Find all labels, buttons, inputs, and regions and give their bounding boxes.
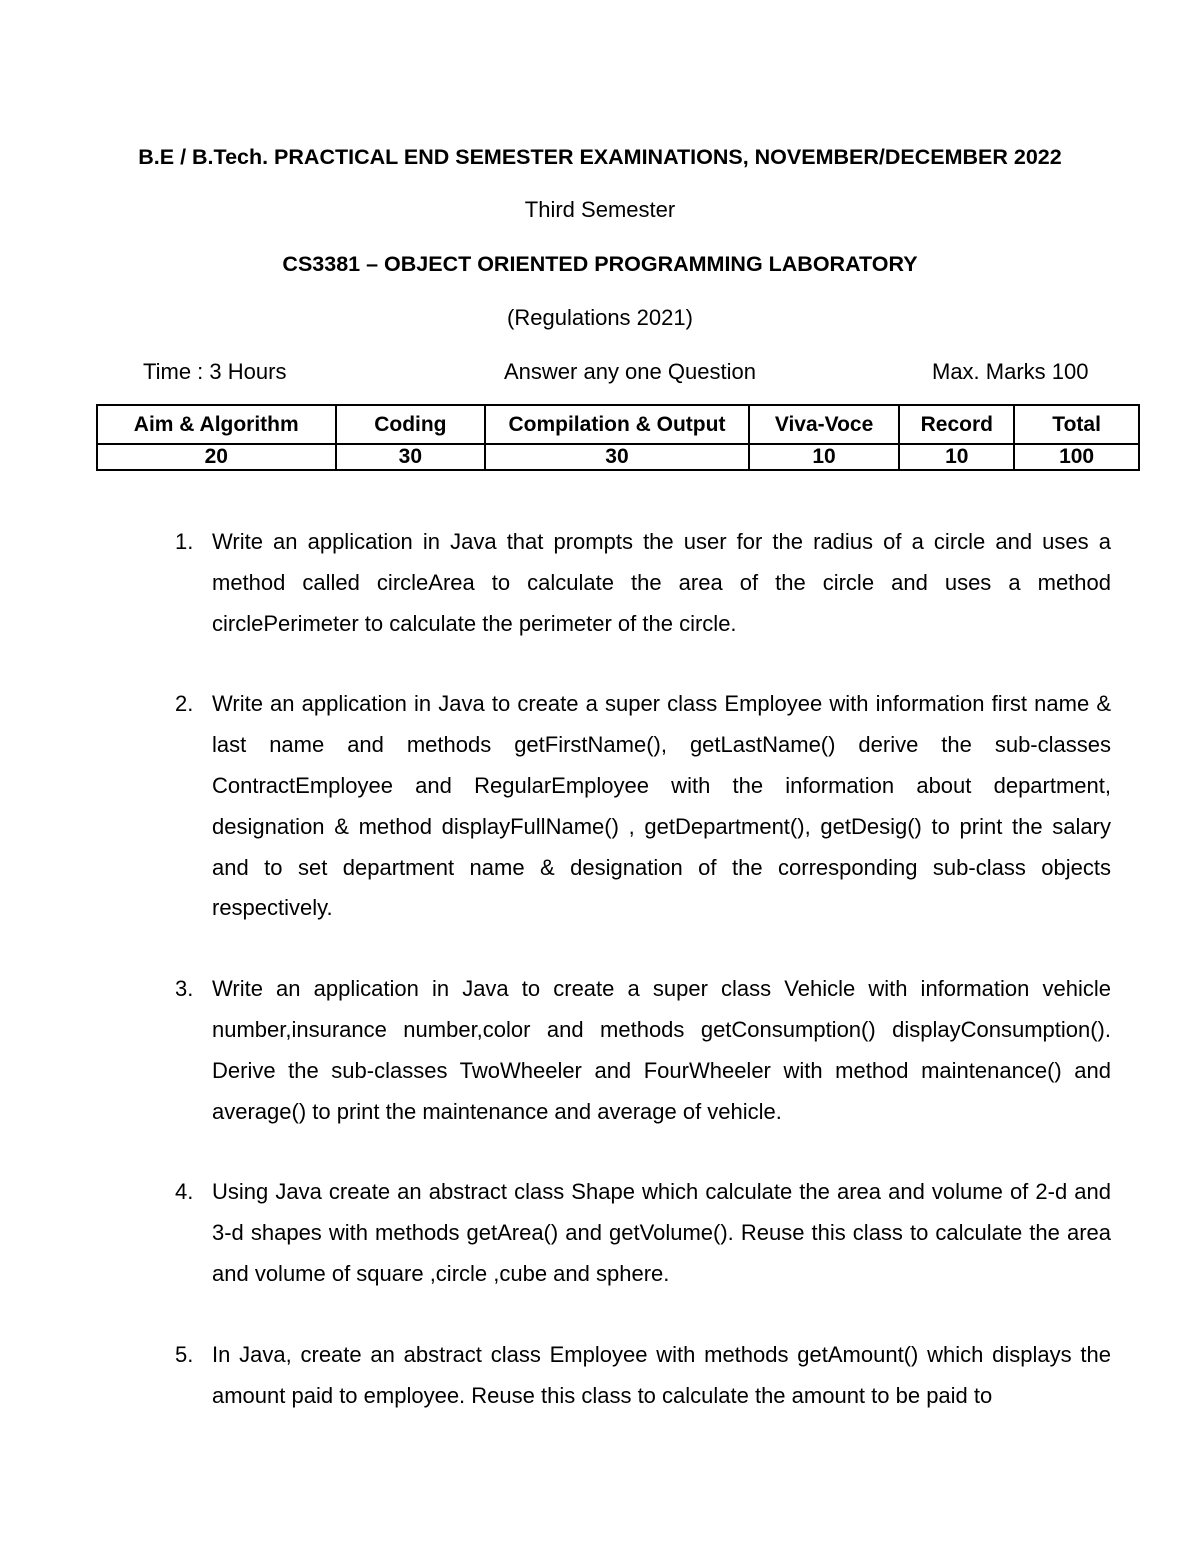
marks-table [96, 404, 1140, 471]
time-label: Time : 3 Hours [143, 359, 287, 384]
question-text: Using Java create an abstract class Shape which calculate the area and volume of 2-d and 3-d shapes with methods getArea() and getVolume(). Reuse this class to calculate the area and volume of square ,circle ,cube and sphere. [212, 1179, 1111, 1286]
exam-meta-row [0, 358, 1200, 386]
question-number: 2. [175, 691, 194, 717]
question-text: Write an application in Java that prompts the user for the radius of a circle and uses a method called circleArea to calculate the area of the circle and uses a method circlePerimeter to calculate the perimeter of the circle. [212, 529, 1111, 636]
header-cell-viva: Viva-Voce [749, 405, 900, 444]
regulations-label: (Regulations 2021) [507, 305, 693, 330]
question-item [175, 1335, 1111, 1417]
header-cell-compilation: Compilation & Output [485, 405, 749, 444]
question-number: 3. [175, 976, 194, 1002]
course-title: CS3381 – OBJECT ORIENTED PROGRAMMING LABORATORY [282, 252, 918, 276]
question-item [175, 969, 1111, 1132]
question-text: Write an application in Java to create a super class Employee with information first name & last name and methods getFirstName(), getLastName() derive the sub-classes ContractEmployee and RegularEmployee with the information about department, designation & method displayFullName() , getDepartment(), getDesig() to print the salary and to set department name & designation of the corresponding sub-class objects respectively. [212, 691, 1111, 921]
header-cell-record: Record [899, 405, 1014, 444]
value-cell-coding: 30 [336, 444, 486, 470]
value-cell-record: 10 [899, 444, 1014, 470]
value-cell-aim: 20 [97, 444, 336, 470]
question-item [175, 684, 1111, 929]
header-cell-coding: Coding [336, 405, 486, 444]
max-marks-label: Max. Marks 100 [932, 359, 1089, 384]
instruction-label: Answer any one Question [504, 359, 756, 384]
question-number: 5. [175, 1341, 194, 1367]
question-list [175, 522, 1111, 1456]
question-item [175, 1172, 1111, 1294]
question-item [175, 522, 1111, 644]
value-cell-compilation: 30 [485, 444, 749, 470]
semester-label: Third Semester [524, 197, 676, 222]
marks-value-row [97, 444, 1139, 470]
exam-title: B.E / B.Tech. PRACTICAL END SEMESTER EXAMINATIONS, NOVEMBER/DECEMBER 2022 [138, 145, 1062, 169]
header-cell-total: Total [1014, 405, 1139, 444]
question-text: In Java, create an abstract class Employee with methods getAmount() which displays the amount paid to employee. Reuse this class to calculate the amount to be paid to [212, 1341, 1111, 1408]
header-cell-aim: Aim & Algorithm [97, 405, 336, 444]
question-text: Write an application in Java to create a super class Vehicle with information vehicle number,insurance number,color and methods getConsumption() displayConsumption(). Derive the sub-classes TwoWheeler and FourWheeler with method maintenance() and average() to print the maintenance and average of vehicle. [212, 976, 1111, 1124]
value-cell-viva: 10 [749, 444, 900, 470]
question-number: 4. [175, 1179, 194, 1205]
marks-header-row [97, 405, 1139, 444]
question-number: 1. [175, 529, 194, 554]
value-cell-total: 100 [1014, 444, 1139, 470]
